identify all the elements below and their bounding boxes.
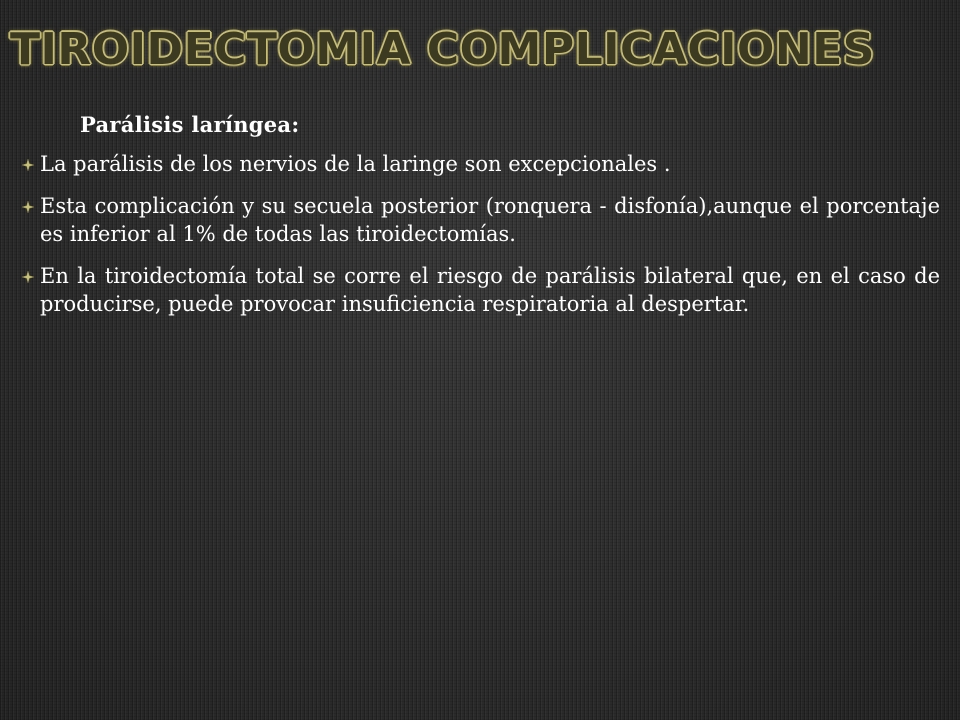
bullet-item <box>22 262 940 318</box>
four-point-diamond-icon <box>22 159 34 171</box>
four-point-diamond-icon <box>22 271 34 283</box>
slide-title: TIROIDECTOMIA COMPLICACIONES <box>10 24 875 75</box>
bullet-text: En la tiroidectomía total se corre el riesgo de parálisis bilateral que, en el caso de producirse, puede provocar insuficiencia respiratoria al despertar. <box>40 264 940 316</box>
bullet-text: Esta complicación y su secuela posterior (ronquera - disfonía),aunque el porcentaje es inferior al 1% de todas las tiroidectomías. <box>40 194 940 246</box>
section-subtitle: Parálisis laríngea: <box>80 112 300 137</box>
four-point-diamond-icon <box>22 201 34 213</box>
bullet-text: La parálisis de los nervios de la laringe son excepcionales . <box>40 152 671 176</box>
bullet-item <box>22 150 940 178</box>
bullet-list <box>22 150 940 332</box>
bullet-item <box>22 192 940 248</box>
